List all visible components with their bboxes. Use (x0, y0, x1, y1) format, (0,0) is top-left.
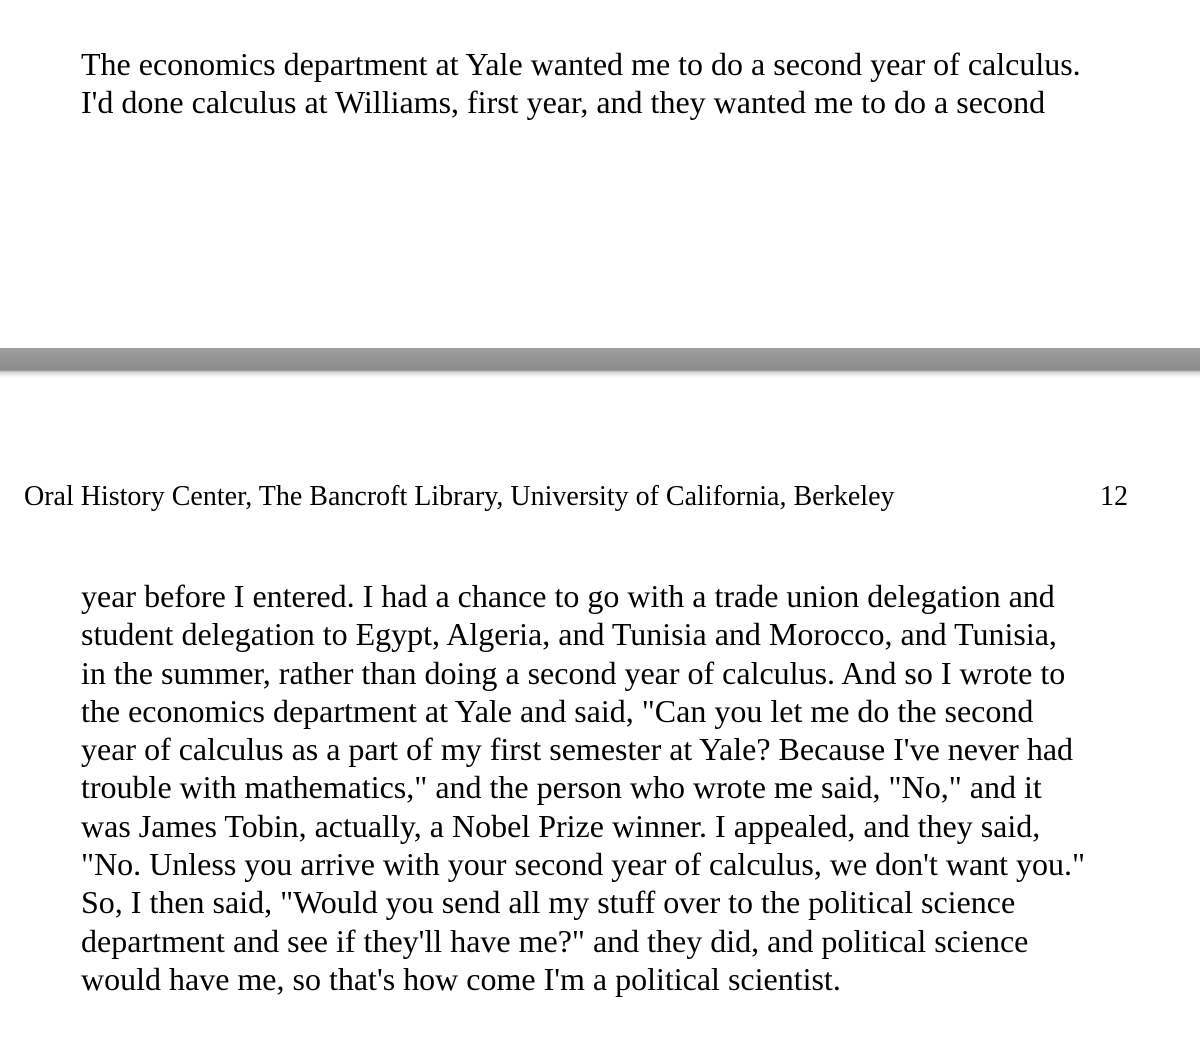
header-title: Oral History Center, The Bancroft Library, University of California, Berkeley (24, 481, 895, 512)
text-line: "No. Unless you arrive with your second year of calculus, we don't want you." (81, 846, 1086, 883)
page-header (24, 477, 1128, 517)
text-line: department and see if they'll have me?" and they did, and political science (81, 922, 1029, 959)
text-line: trouble with mathematics," and the person who wrote me said, "No," and it (81, 769, 1042, 806)
text-line: year before I entered. I had a chance to go with a trade union delegation and (81, 578, 1055, 614)
text-line: student delegation to Egypt, Algeria, and Tunisia and Morocco, and Tunisia, (81, 616, 1057, 653)
paragraph-top (81, 45, 1151, 122)
text-line: I'd done calculus at Williams, first year, and they wanted me to do a second (81, 84, 1046, 121)
page-number: 12 (1100, 481, 1128, 512)
text-line: was James Tobin, actually, a Nobel Prize winner. I appealed, and they said, (81, 807, 1041, 844)
document-page-bottom (0, 378, 1200, 1038)
text-line: So, I then said, "Would you send all my stuff over to the political science (81, 884, 1016, 921)
text-line: year of calculus as a part of my first semester at Yale? Because I've never had (81, 731, 1074, 768)
page-break-separator (0, 348, 1200, 378)
text-line: The economics department at Yale wanted me to do a second year of calculus. (81, 46, 1081, 82)
text-line: would have me, so that's how come I'm a political scientist. (81, 960, 841, 997)
document-page-top (0, 0, 1200, 348)
paragraph-bottom (81, 577, 1151, 998)
text-line: in the summer, rather than doing a second year of calculus. And so I wrote to (81, 654, 1066, 691)
text-line: the economics department at Yale and said, "Can you let me do the second (81, 692, 1034, 729)
